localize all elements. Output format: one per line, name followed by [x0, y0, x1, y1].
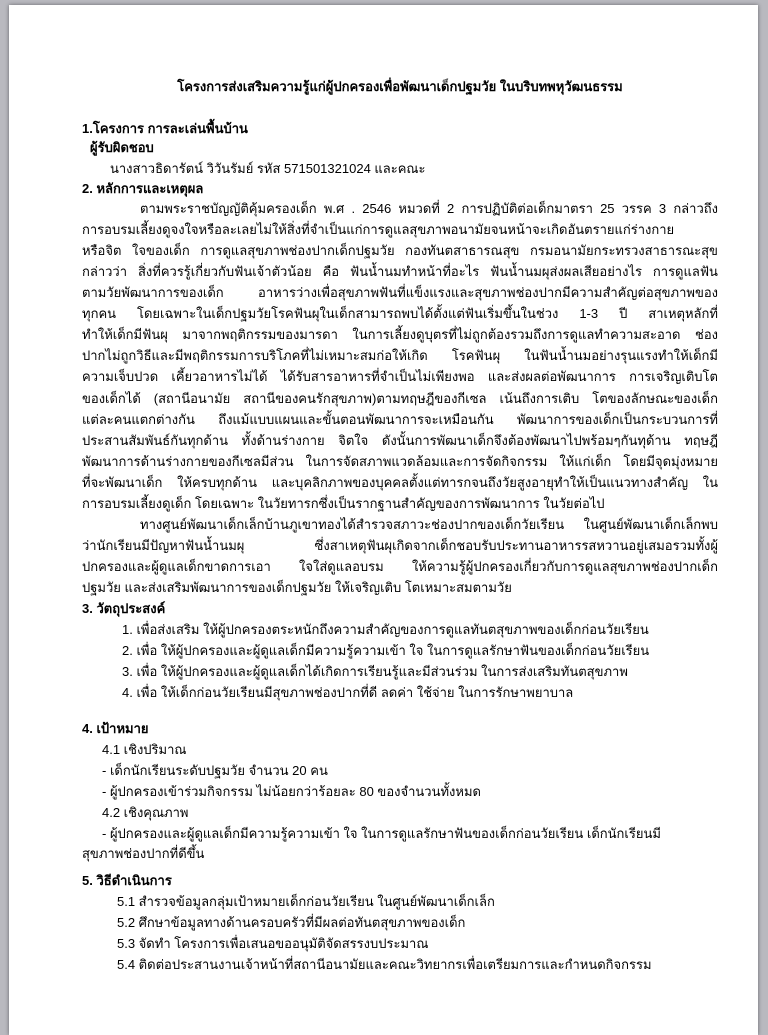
section2-heading: 2. หลักการและเหตุผล [82, 181, 204, 196]
paragraph-word: กล่าวว่า [82, 264, 128, 279]
paragraph-word: เคี้ยวอาหารไม่ได้ [171, 369, 268, 384]
paragraph-line [82, 453, 718, 471]
paragraph-word: ในการจัดสภาพแวดล้อมและการจัดกิจกรรม [305, 454, 548, 469]
paragraph-word: การอบรมเลี้ยงดูจงใจหรือละเลยไม่ให้สิ่งที่จำเป็นแก่การดูแลสุขภาพอนามัยจนหน้าจะเกิดอันตรายแก่ร่างกาย [82, 222, 675, 237]
paragraph-line [82, 537, 718, 555]
paragraph-word: ซึ่งสาเหตุฟันผุเกิดจากเด็กชอบรับประทานอาหารรสหวานอยู่เสมอรวมทั้งผู้ [314, 538, 718, 553]
paragraph-word: ช่อง [695, 327, 718, 342]
paragraph-word: ได้รับสารอาหารที่จำเป็นไม่เพียงพอ [280, 369, 475, 384]
paragraph-word: ปกครองและผู้ดูแลเด็กขาดการเอา [82, 559, 271, 574]
paragraph-word: เน้นถึงการเติบ [499, 391, 580, 406]
paragraph-word: ตามวัยพัฒนาการของเด็ก [82, 285, 224, 300]
paragraph-word: 3 [658, 201, 667, 216]
paragraph-word: การเจริญเติบโต [629, 369, 718, 384]
paragraph-line [82, 411, 718, 429]
paragraph-word: ในการเลี้ยงดูบุตรที่ไม่ถูกต้องรวมถึงการดูแลทำความสะอาด [352, 327, 681, 342]
paragraph-word: แต่ละคนแตกต่างกัน [82, 412, 195, 427]
paragraph-word: ให้แก่เด็ก [559, 454, 612, 469]
paragraph-word: ให้ความรู้ผู้ปกครองเกี่ยวกับการดูแลสุขภาพช่องปากเด็ก [411, 559, 718, 574]
paragraph-word: สถานีของคนรักสุขภาพ)ตามทฤษฎีของกีเซล [243, 391, 487, 406]
quantity-item: - ผู้ปกครองเข้าร่วมกิจกรรม ไม่น้อยกว่าร้อยละ 80 ของจำนวนทั้งหมด [102, 784, 481, 799]
paragraph-word: คือ [322, 264, 340, 279]
paragraph-word: 1-3 [579, 306, 599, 321]
responsible-label: ผู้รับผิดชอบ [90, 140, 154, 155]
paragraph-word: โรคฟันผุ [451, 348, 501, 363]
paragraph-word: การดูแลสุขภาพช่องปากเด็กปฐมวัย [200, 243, 395, 258]
paragraph-word: 2 [447, 201, 455, 216]
paragraph-word: ทั้งด้านร่างกาย [241, 433, 325, 448]
quality-item: - ผู้ปกครองและผู้ดูแลเด็กมีความรู้ความเข้า ใจ ในการดูแลรักษาฟันของเด็กก่อนวัยเรียน เด็กนักเรียนมี [102, 826, 661, 841]
paragraph-line [82, 474, 718, 492]
paragraph-line [140, 200, 718, 218]
section1-heading: 1.โครงการ การละเล่นพื้นบ้าน [82, 121, 248, 136]
quantity-heading: 4.1 เชิงปริมาณ [102, 742, 187, 757]
paragraph-word: การดูแลฟัน [652, 264, 718, 279]
paragraph-line [82, 432, 718, 450]
paragraph-line [82, 326, 718, 344]
paragraph-word: อาหารว่างเพื่อสุขภาพฟันที่แข็งแรงและสุขภาพช่องปากมีความสำคัญต่อสุขภาพของ [258, 285, 718, 300]
paragraph-line [82, 558, 718, 576]
paragraph-line [82, 390, 718, 408]
quality-item-continuation: สุขภาพช่องปากที่ดีขึ้น [82, 846, 205, 861]
paragraph-word: ในฟันน้ำนมอย่างรุนแรงทำให้เด็กมี [524, 348, 718, 363]
paragraph-word: โตของลักษณะของเด็ก [592, 391, 718, 406]
paragraph-word: หรือจิต [82, 243, 122, 258]
paragraph-word: โดยเฉพาะในเด็กปฐมวัยโรคฟันผุในเด็กสามารถพบได้ตั้งแต่ฟันเริ่มขึ้นในช่วง [136, 306, 559, 321]
paragraph-line [82, 263, 718, 281]
paragraph-word: สาเหตุหลักที่ [648, 306, 718, 321]
paragraph-word: ว่านักเรียนมีปัญหาฟันน้ำนมผุ [82, 538, 245, 553]
paragraph-word: หมวดที่ [398, 201, 440, 216]
paragraph-line: การอบรมเลี้ยงดูเด็ก โดยเฉพาะ ในวัยทารกซึ่งเป็นรากฐานสำคัญของการพัฒนาการ ในวัยต่อไป [82, 496, 605, 511]
paragraph-word: ประสานสัมพันธ์กันทุกด้าน [82, 433, 229, 448]
paragraph-word: จิตใจ [338, 433, 369, 448]
paragraph-word: กองทันตสาธารณสุข [405, 243, 520, 258]
paragraph-word: 2546 [362, 201, 392, 216]
paragraph-word: พัฒนาการด้านร่างกายของกีเซลมีส่วน [82, 454, 294, 469]
procedure-item: 5.1 สำรวจข้อมูลกลุ่มเป้าหมายเด็กก่อนวัยเรียน ในศูนย์พัฒนาเด็กเล็ก [117, 894, 495, 909]
document-title: โครงการส่งเสริมความรู้แก่ผู้ปกครองเพื่อพัฒนาเด็กปฐมวัย ในบริบทพหุวัฒนธรรม [177, 79, 623, 94]
responsible-value: นางสาวธิดารัตน์ วิวันรัมย์ รหัส 571501321024 และคณะ [110, 161, 426, 176]
paragraph-word: ปี [619, 306, 628, 321]
paragraph-word: สิ่งที่ควรรู้เกี่ยวกับฟันเจ้าตัวน้อย [137, 264, 312, 279]
paragraph-word: และบุคลิกภาพของบุคคลตั้งแต่ทารกจนถึงวัยสูงอายุทำให้เป็นแนวทางสำคัญ [271, 475, 689, 490]
document-page [9, 5, 758, 1035]
section4-heading: 4. เป้าหมาย [82, 721, 149, 736]
paragraph-word: วรรค [621, 201, 652, 216]
objective-item: 3. เพื่อ ให้ผู้ปกครองและผู้ดูแลเด็กได้เกิดการเรียนรู้และมีส่วนร่วม ในการส่งเสริมทันตสุขภาพ [122, 664, 628, 679]
paragraph-word: โดยมีจุดมุ่งหมาย [623, 454, 718, 469]
section3-heading: 3. วัตถุประสงค์ [82, 601, 166, 616]
paragraph-word: ใน [702, 475, 718, 490]
paragraph-word: ใจของเด็ก [131, 243, 190, 258]
paragraph-word: การปฏิบัติต่อเด็กมาตรา [461, 201, 593, 216]
paragraph-word: ทฤษฎี [684, 433, 718, 448]
paragraph-word: ทุกคน [82, 306, 117, 321]
paragraph-word: . [351, 201, 356, 216]
paragraph-word: พ.ศ [323, 201, 345, 216]
paragraph-word: ความเจ็บปวด [82, 369, 159, 384]
paragraph-word: ในศูนย์พัฒนาเด็กเล็กพบ [583, 517, 718, 532]
paragraph-line: ปฐมวัย และส่งเสริมพัฒนาการของเด็กปฐมวัย ให้เจริญเติบ โตเหมาะสมตามวัย [82, 580, 512, 595]
section5-heading: 5. วิธีดำเนินการ [82, 873, 172, 888]
procedure-item: 5.2 ศึกษาข้อมูลทางด้านครอบครัวที่มีผลต่อทันตสุขภาพของเด็ก [117, 915, 466, 930]
paragraph-word: ดังนั้นการพัฒนาเด็กจึงต้องพัฒนาไปพร้อมๆกันทุด้าน [381, 433, 671, 448]
objective-item: 2. เพื่อ ให้ผู้ปกครองและผู้ดูแลเด็กมีความรู้ความเข้า ใจ ในการดูแลรักษาฟันของเด็กก่อนวัยเรียน [122, 643, 650, 658]
paragraph-word: และส่งผลต่อพัฒนาการ [487, 369, 616, 384]
paragraph-word: มาจากพฤติกรรมของมารดา [182, 327, 338, 342]
paragraph-word: ทางศูนย์พัฒนาเด็กเล็กบ้านภูเขาทองได้สำรวจสภาวะช่องปากของเด็กวัยเรียน [140, 517, 565, 532]
paragraph-word: ของเด็กได้ [82, 391, 141, 406]
paragraph-word: 25 [600, 201, 615, 216]
paragraph-word: ที่จะพัฒนาเด็ก [82, 475, 163, 490]
paragraph-word: ตามพระราชบัญญัติคุ้มครองเด็ก [140, 201, 317, 216]
paragraph-line [82, 368, 718, 386]
paragraph-word: ใจใส่ดูแลอบรม [299, 559, 384, 574]
paragraph-line [140, 516, 718, 534]
procedure-item: 5.4 ติดต่อประสานงานเจ้าหน้าที่สถานีอนามัยและคณะวิทยากรเพื่อเตรียมการและกำหนดกิจกรรม [117, 957, 652, 972]
paragraph-word: กรมอนามัยกระทรวงสาธารณะสุข [529, 243, 718, 258]
paragraph-line [82, 305, 718, 323]
paragraph-word: (สถานีอนามัย [153, 391, 231, 406]
paragraph-line [82, 347, 718, 365]
objective-item: 4. เพื่อ ให้เด็กก่อนวัยเรียนมีสุขภาพช่องปากที่ดี ลดค่า ใช้จ่าย ในการรักษาพยาบาล [122, 685, 574, 700]
paragraph-word: กล่าวถึง [673, 201, 718, 216]
paragraph-line [82, 221, 718, 239]
paragraph-word: ถึงแม้แบบแผนและขั้นตอนพัฒนาการจะเหมือนกัน [218, 412, 494, 427]
paragraph-line [82, 284, 718, 302]
quality-heading: 4.2 เชิงคุณภาพ [102, 805, 189, 820]
paragraph-word: ฟันน้ำนมผุส่งผลเสียอย่างไร [490, 264, 642, 279]
paragraph-word: ฟันน้ำนมทำหน้าที่อะไร [350, 264, 480, 279]
paragraph-line [82, 242, 718, 260]
procedure-item: 5.3 จัดทำ โครงการเพื่อเสนอขออนุมัติจัดสรรงบประมาณ [117, 936, 429, 951]
quantity-item: - เด็กนักเรียนระดับปฐมวัย จำนวน 20 คน [102, 763, 328, 778]
paragraph-word: ให้ครบทุกด้าน [177, 475, 258, 490]
paragraph-word: พัฒนาการของเด็กเป็นกระบวนการที่ [516, 412, 718, 427]
paragraph-word: ปากไม่ถูกวิธีและมีพฤติกรรมการบริโภคที่ไม่เหมาะสมก่อให้เกิด [82, 348, 428, 363]
objective-item: 1. เพื่อส่งเสริม ให้ผู้ปกครองตระหนักถึงความสำคัญของการดูแลทันตสุขภาพของเด็กก่อนวัยเรียน [122, 622, 649, 637]
paragraph-word: ทำให้เด็กมีฟันผุ [82, 327, 168, 342]
